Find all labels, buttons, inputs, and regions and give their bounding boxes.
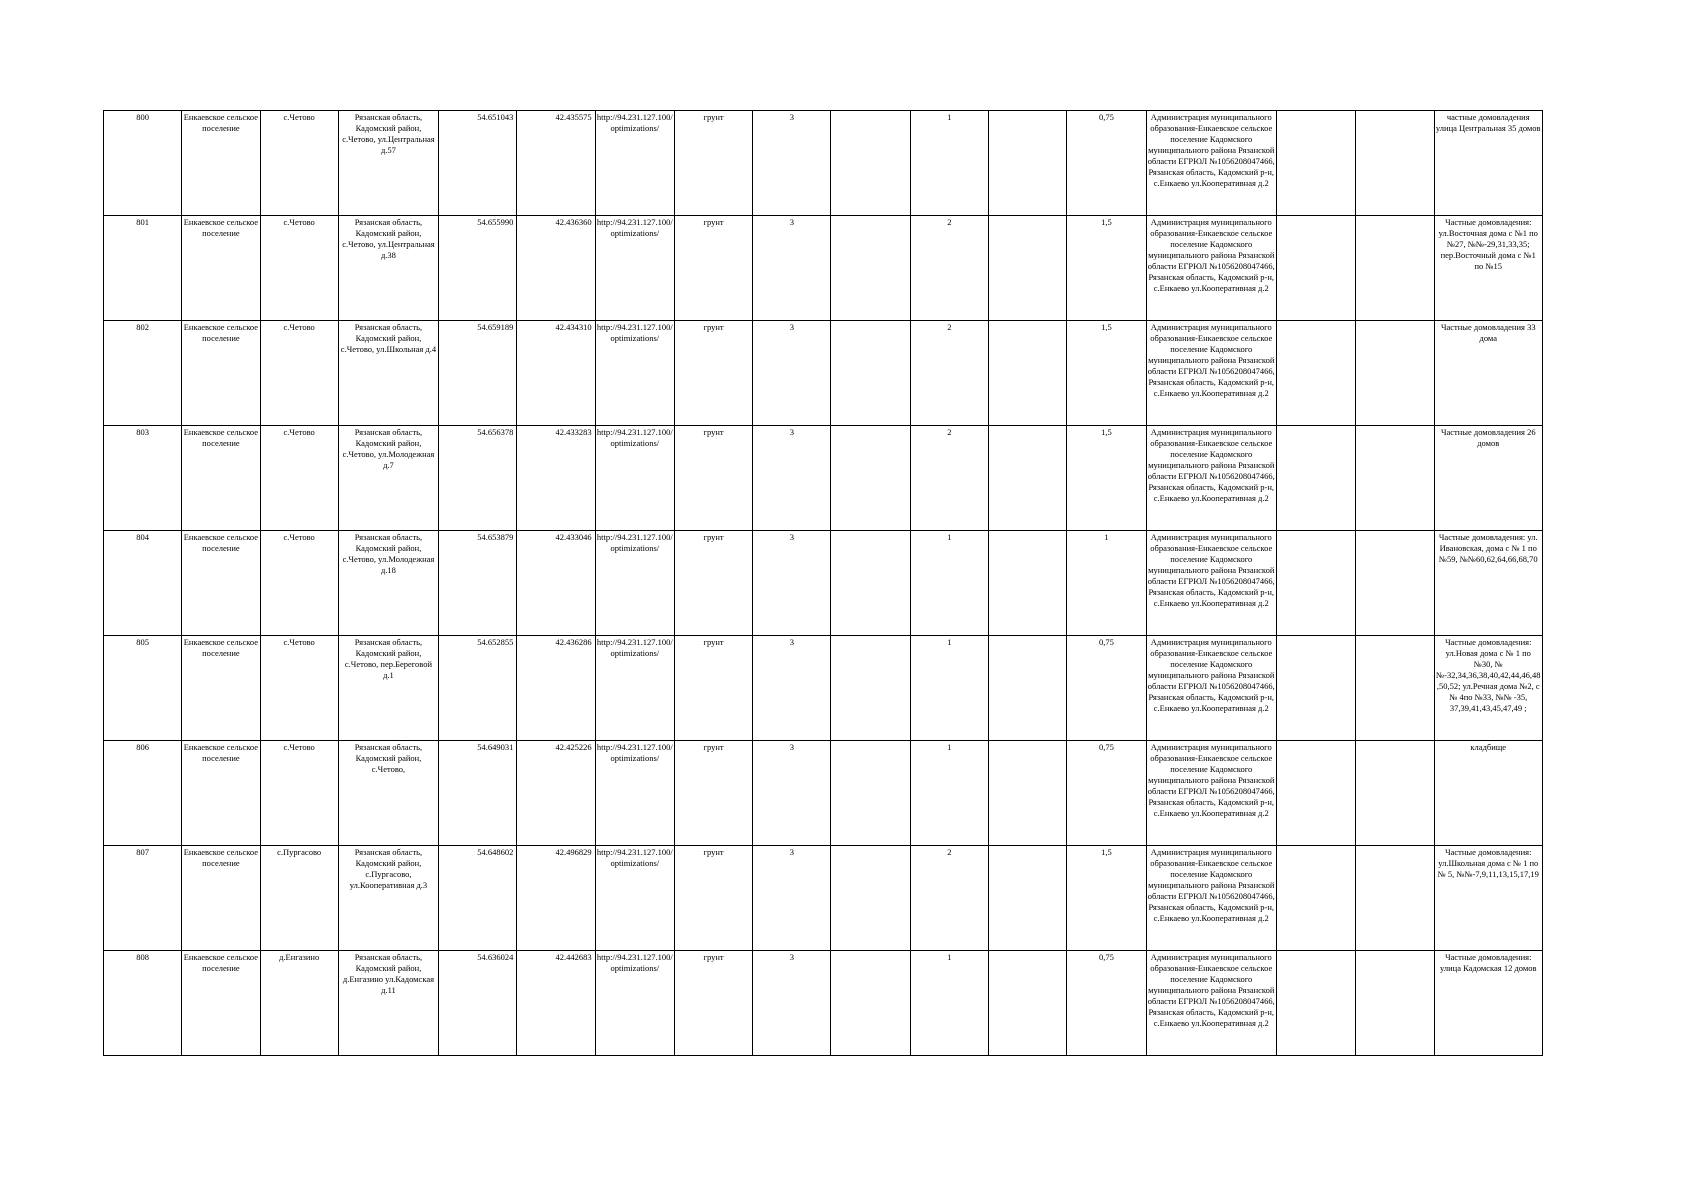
cell-empty: [1276, 216, 1355, 321]
cell-longitude: 42.436286: [517, 636, 595, 741]
cell-empty: [831, 531, 910, 636]
cell-empty: [989, 636, 1067, 741]
cell-empty: [1276, 111, 1355, 216]
cell-longitude: 42.435575: [517, 111, 595, 216]
cell-number: 806: [104, 741, 182, 846]
cell-volume: 0,75: [1067, 951, 1146, 1056]
cell-area: 3: [753, 531, 831, 636]
cell-address: Рязанская область, Кадомский район, с.Четово,: [338, 741, 438, 846]
cell-empty: [989, 846, 1067, 951]
cell-number: 808: [104, 951, 182, 1056]
table-row: [104, 951, 1543, 1056]
cell-containers: 2: [910, 846, 988, 951]
cell-owner: Администрация муниципального образования-Енкаевское сельское поселение Кадомского муниципального района Рязанской области ЕГРЮЛ №1056208047466, Рязанская область, Кадомский р-н, с.Енкаево ул.Кооперативная д.2: [1146, 426, 1276, 531]
cell-village: с.Четово: [260, 636, 338, 741]
cell-containers: 1: [910, 111, 988, 216]
cell-empty: [831, 846, 910, 951]
cell-empty: [1276, 426, 1355, 531]
cell-surface: грунт: [674, 846, 752, 951]
cell-village: с.Четово: [260, 111, 338, 216]
table-row: [104, 216, 1543, 321]
cell-volume: 1: [1067, 531, 1146, 636]
cell-number: 807: [104, 846, 182, 951]
cell-empty: [989, 426, 1067, 531]
cell-area: 3: [753, 741, 831, 846]
cell-url: http://94.231.127.100/optimizations/: [595, 951, 674, 1056]
cell-waste-sources: Частные домовладения: ул.Новая дома с № 1 по №30, №№-32,34,36,38,40,42,44,46,48,50,52; ул.Речная дома №2, с № 4по №33, №№ -35, 37,39,41,43,45,47,49 ;: [1434, 636, 1542, 741]
cell-settlement: Енкаевское сельское поселение: [182, 636, 260, 741]
cell-number: 802: [104, 321, 182, 426]
cell-settlement: Енкаевское сельское поселение: [182, 321, 260, 426]
cell-containers: 2: [910, 216, 988, 321]
cell-latitude: 54.649031: [439, 741, 517, 846]
cell-owner: Администрация муниципального образования-Енкаевское сельское поселение Кадомского муниципального района Рязанской области ЕГРЮЛ №1056208047466, Рязанская область, Кадомский р-н, с.Енкаево ул.Кооперативная д.2: [1146, 741, 1276, 846]
cell-settlement: Енкаевское сельское поселение: [182, 741, 260, 846]
cell-latitude: 54.659189: [439, 321, 517, 426]
cell-volume: 1,5: [1067, 216, 1146, 321]
cell-longitude: 42.425226: [517, 741, 595, 846]
cell-village: с.Четово: [260, 741, 338, 846]
cell-containers: 1: [910, 951, 988, 1056]
cell-empty: [1356, 216, 1434, 321]
cell-empty: [831, 741, 910, 846]
cell-number: 804: [104, 531, 182, 636]
cell-volume: 0,75: [1067, 636, 1146, 741]
cell-waste-sources: Частные домовладения: ул.Школьная дома с № 1 по № 5, №№-7,9,11,13,15,17,19: [1434, 846, 1542, 951]
cell-empty: [989, 321, 1067, 426]
cell-longitude: 42.433046: [517, 531, 595, 636]
cell-area: 3: [753, 216, 831, 321]
cell-waste-sources: кладбище: [1434, 741, 1542, 846]
cell-volume: 1,5: [1067, 426, 1146, 531]
cell-owner: Администрация муниципального образования-Енкаевское сельское поселение Кадомского муниципального района Рязанской области ЕГРЮЛ №1056208047466, Рязанская область, Кадомский р-н, с.Енкаево ул.Кооперативная д.2: [1146, 951, 1276, 1056]
cell-owner: Администрация муниципального образования-Енкаевское сельское поселение Кадомского муниципального района Рязанской области ЕГРЮЛ №1056208047466, Рязанская область, Кадомский р-н, с.Енкаево ул.Кооперативная д.2: [1146, 111, 1276, 216]
cell-url: http://94.231.127.100/optimizations/: [595, 846, 674, 951]
cell-longitude: 42.442683: [517, 951, 595, 1056]
cell-area: 3: [753, 951, 831, 1056]
cell-number: 800: [104, 111, 182, 216]
cell-empty: [989, 531, 1067, 636]
cell-url: http://94.231.127.100/optimizations/: [595, 531, 674, 636]
cell-owner: Администрация муниципального образования-Енкаевское сельское поселение Кадомского муниципального района Рязанской области ЕГРЮЛ №1056208047466, Рязанская область, Кадомский р-н, с.Енкаево ул.Кооперативная д.2: [1146, 531, 1276, 636]
cell-waste-sources: Частные домовладения: улица Кадомская 12 домов: [1434, 951, 1542, 1056]
cell-latitude: 54.648602: [439, 846, 517, 951]
cell-waste-sources: Частные домовладения 26 домов: [1434, 426, 1542, 531]
cell-empty: [831, 636, 910, 741]
cell-surface: грунт: [674, 426, 752, 531]
cell-surface: грунт: [674, 111, 752, 216]
cell-latitude: 54.636024: [439, 951, 517, 1056]
cell-settlement: Енкаевское сельское поселение: [182, 531, 260, 636]
cell-url: http://94.231.127.100/optimizations/: [595, 636, 674, 741]
cell-village: с.Четово: [260, 531, 338, 636]
cell-village: с.Четово: [260, 216, 338, 321]
cell-empty: [1276, 846, 1355, 951]
cell-village: с.Четово: [260, 321, 338, 426]
table-row: [104, 531, 1543, 636]
cell-number: 803: [104, 426, 182, 531]
cell-surface: грунт: [674, 216, 752, 321]
cell-area: 3: [753, 321, 831, 426]
cell-empty: [831, 216, 910, 321]
registry-table: [103, 110, 1543, 1056]
cell-owner: Администрация муниципального образования-Енкаевское сельское поселение Кадомского муниципального района Рязанской области ЕГРЮЛ №1056208047466, Рязанская область, Кадомский р-н, с.Енкаево ул.Кооперативная д.2: [1146, 216, 1276, 321]
table-row: [104, 426, 1543, 531]
cell-surface: грунт: [674, 531, 752, 636]
cell-surface: грунт: [674, 636, 752, 741]
cell-empty: [831, 951, 910, 1056]
cell-village: д.Енгазино: [260, 951, 338, 1056]
cell-latitude: 54.653879: [439, 531, 517, 636]
cell-address: Рязанская область, Кадомский район, с.Четово, ул.Центральная д.57: [338, 111, 438, 216]
cell-containers: 2: [910, 426, 988, 531]
cell-empty: [831, 321, 910, 426]
table-row: [104, 321, 1543, 426]
cell-village: с.Четово: [260, 426, 338, 531]
table-row: [104, 741, 1543, 846]
cell-volume: 0,75: [1067, 741, 1146, 846]
cell-address: Рязанская область, Кадомский район, с.Четово, ул.Центральная д.38: [338, 216, 438, 321]
cell-empty: [1356, 951, 1434, 1056]
cell-owner: Администрация муниципального образования-Енкаевское сельское поселение Кадомского муниципального района Рязанской области ЕГРЮЛ №1056208047466, Рязанская область, Кадомский р-н, с.Енкаево ул.Кооперативная д.2: [1146, 636, 1276, 741]
cell-empty: [1276, 636, 1355, 741]
cell-longitude: 42.433283: [517, 426, 595, 531]
cell-empty: [1276, 531, 1355, 636]
cell-longitude: 42.436360: [517, 216, 595, 321]
cell-empty: [1276, 951, 1355, 1056]
cell-settlement: Енкаевское сельское поселение: [182, 846, 260, 951]
cell-url: http://94.231.127.100/optimizations/: [595, 321, 674, 426]
cell-longitude: 42.496829: [517, 846, 595, 951]
cell-empty: [1276, 741, 1355, 846]
cell-empty: [1356, 531, 1434, 636]
cell-waste-sources: Частные домовладения: ул. Ивановская, дома с № 1 по №59, №№60,62,64,66,68,70: [1434, 531, 1542, 636]
cell-volume: 1,5: [1067, 846, 1146, 951]
cell-settlement: Енкаевское сельское поселение: [182, 951, 260, 1056]
cell-address: Рязанская область, Кадомский район, с.Четово, ул.Молодежная д.7: [338, 426, 438, 531]
cell-volume: 1,5: [1067, 321, 1146, 426]
cell-empty: [1356, 636, 1434, 741]
cell-empty: [1356, 111, 1434, 216]
cell-volume: 0,75: [1067, 111, 1146, 216]
cell-settlement: Енкаевское сельское поселение: [182, 111, 260, 216]
cell-latitude: 54.656378: [439, 426, 517, 531]
cell-empty: [1276, 321, 1355, 426]
cell-empty: [989, 216, 1067, 321]
cell-waste-sources: Частные домовладения: ул.Восточная дома с №1 по №27, №№-29,31,33,35; пер.Восточный дома с №1 по №15: [1434, 216, 1542, 321]
cell-url: http://94.231.127.100/optimizations/: [595, 426, 674, 531]
cell-address: Рязанская область, Кадомский район, д.Енгазино ул.Кадомская д.11: [338, 951, 438, 1056]
cell-empty: [989, 951, 1067, 1056]
cell-address: Рязанская область, Кадомский район, с.Четово, ул.Школьная д.4: [338, 321, 438, 426]
cell-area: 3: [753, 846, 831, 951]
registry-table-body: [104, 111, 1543, 1056]
cell-empty: [831, 426, 910, 531]
cell-empty: [1356, 846, 1434, 951]
cell-surface: грунт: [674, 741, 752, 846]
cell-empty: [1356, 321, 1434, 426]
cell-settlement: Енкаевское сельское поселение: [182, 426, 260, 531]
cell-address: Рязанская область, Кадомский район, с.Пургасово, ул.Кооперативная д.3: [338, 846, 438, 951]
cell-surface: грунт: [674, 321, 752, 426]
cell-address: Рязанская область, Кадомский район, с.Четово, пер.Береговой д.1: [338, 636, 438, 741]
table-row: [104, 636, 1543, 741]
cell-empty: [831, 111, 910, 216]
cell-empty: [989, 741, 1067, 846]
cell-empty: [1356, 426, 1434, 531]
cell-containers: 1: [910, 531, 988, 636]
cell-area: 3: [753, 111, 831, 216]
cell-address: Рязанская область, Кадомский район, с.Четово, ул.Молодежная д.18: [338, 531, 438, 636]
cell-empty: [989, 111, 1067, 216]
cell-settlement: Енкаевское сельское поселение: [182, 216, 260, 321]
cell-url: http://94.231.127.100/optimizations/: [595, 111, 674, 216]
cell-latitude: 54.652855: [439, 636, 517, 741]
cell-longitude: 42.434310: [517, 321, 595, 426]
cell-latitude: 54.651043: [439, 111, 517, 216]
table-row: [104, 846, 1543, 951]
cell-number: 805: [104, 636, 182, 741]
cell-latitude: 54.655990: [439, 216, 517, 321]
cell-empty: [1356, 741, 1434, 846]
cell-waste-sources: Частные домовладения 33 дома: [1434, 321, 1542, 426]
cell-owner: Администрация муниципального образования-Енкаевское сельское поселение Кадомского муниципального района Рязанской области ЕГРЮЛ №1056208047466, Рязанская область, Кадомский р-н, с.Енкаево ул.Кооперативная д.2: [1146, 321, 1276, 426]
cell-owner: Администрация муниципального образования-Енкаевское сельское поселение Кадомского муниципального района Рязанской области ЕГРЮЛ №1056208047466, Рязанская область, Кадомский р-н, с.Енкаево ул.Кооперативная д.2: [1146, 846, 1276, 951]
cell-containers: 1: [910, 636, 988, 741]
cell-village: с.Пургасово: [260, 846, 338, 951]
cell-waste-sources: частные домовладения улица Центральная 35 домов: [1434, 111, 1542, 216]
table-row: [104, 111, 1543, 216]
cell-containers: 2: [910, 321, 988, 426]
cell-number: 801: [104, 216, 182, 321]
cell-url: http://94.231.127.100/optimizations/: [595, 216, 674, 321]
cell-url: http://94.231.127.100/optimizations/: [595, 741, 674, 846]
cell-containers: 1: [910, 741, 988, 846]
cell-surface: грунт: [674, 951, 752, 1056]
cell-area: 3: [753, 426, 831, 531]
cell-area: 3: [753, 636, 831, 741]
